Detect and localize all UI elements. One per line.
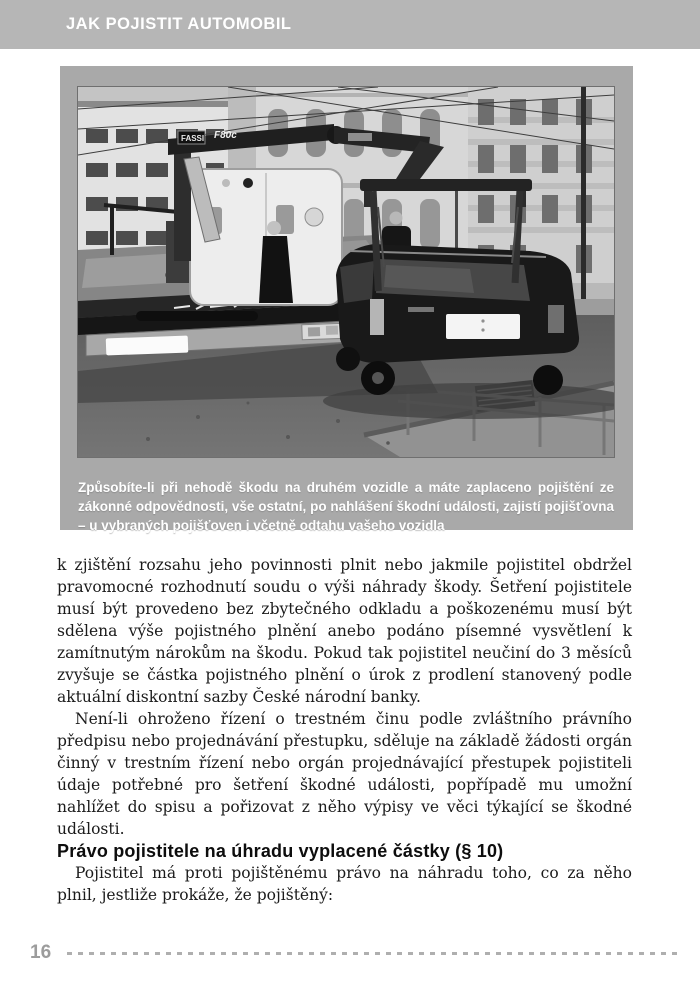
- footer-dashed-rule: [67, 952, 677, 955]
- body-paragraph-3: Pojistitel má proti pojištěnému právo na náhradu toho, co za něho plnil, jestliže prokáže, že pojištěný:: [57, 864, 632, 904]
- running-head-title: JAK POJISTIT AUTOMOBIL: [66, 15, 292, 33]
- section-heading: Právo pojistitele na úhradu vyplacené částky (§ 10): [57, 841, 504, 861]
- page-number: 16: [30, 942, 52, 963]
- body-paragraph-2: Není-li ohroženo řízení o trestném činu podle zvláštního právního předpisu nebo projednávání přestupku, sděluje na základě žádosti orgán činný v trestním řízení nebo orgán projednávající přestupek pojistiteli údaje potřebné pro šetření škodné události, popřípadě mu umožní nahlížet do spisu a pořizovat z něho výpisy ve věci týkající se škodné události.: [57, 710, 632, 838]
- car-wheel: [336, 347, 360, 371]
- truck-license-plate: [106, 336, 189, 356]
- car-taillight-right: [548, 305, 564, 333]
- page-header-bar: [0, 0, 700, 49]
- photo-tow-truck-scene: [78, 87, 614, 457]
- street-pole: [581, 87, 586, 335]
- page-footer: [0, 938, 700, 968]
- car-license-plate: [446, 314, 520, 339]
- body-paragraph-1: k zjištění rozsahu jeho povinnosti plnit nebo jakmile pojistitel obdržel pravomocné rozhodnutí soudu o výši náhrady škody. Šetření pojistitele musí být provedeno bez zbytečného odkladu a poškozenému musí být sdělena výše pojistného plnění anebo podáno písemné vysvětlení k zamítnutým nárokům na škodu. Pokud tak pojistitel neučiní do 3 měsíců zvyšuje se částka pojistného plnění o úrok z prodlení stanovený podle aktuální diskontní sazby České národní banky.: [57, 556, 632, 706]
- tow-truck-photo-illustration: [78, 87, 614, 457]
- car-taillight-left: [370, 299, 384, 335]
- car-wheel: [533, 365, 563, 395]
- crane-brand-label: FASSI: [181, 134, 205, 143]
- crane-model-label: F80c: [214, 130, 237, 141]
- figure-box: [60, 66, 633, 533]
- figure-caption: Způsobíte-li při nehodě škodu na druhém vozidle a máte zaplaceno pojištění ze zákonné odpovědnosti, vše ostatní, po nahlášení škodní události, zajistí pojišťovna – u vybraných pojišťoven i včetně odtahu vašeho vozidla: [78, 479, 614, 533]
- body-text-column: [57, 554, 632, 906]
